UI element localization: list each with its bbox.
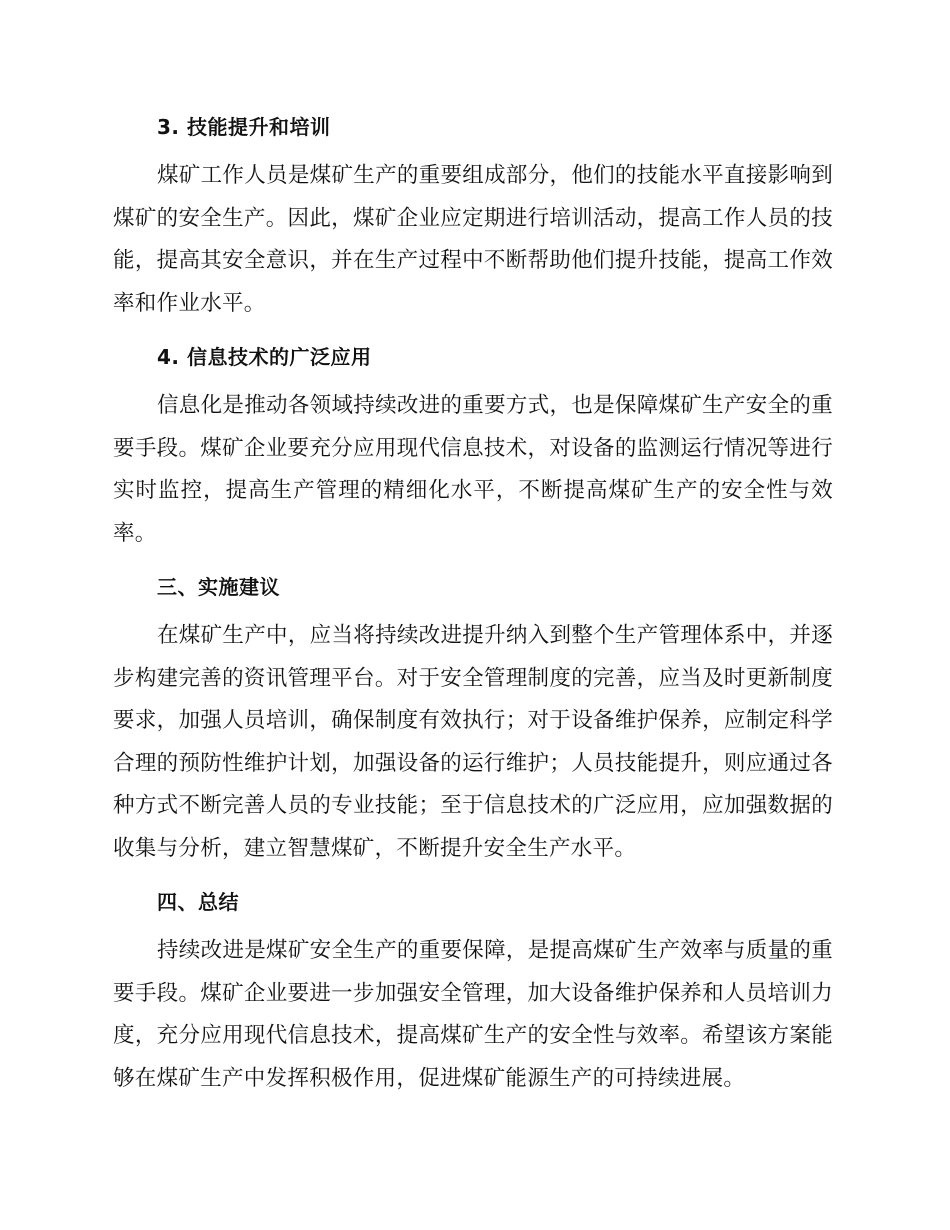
section-paragraph-implementation-suggestions: 在煤矿生产中，应当将持续改进提升纳入到整个生产管理体系中，并逐步构建完善的资讯管理平台。对于安全管理制度的完善，应当及时更新制度要求，加强人员培训，确保制度有效执行；对于设备维护保养，应制定科学合理的预防性维护计划，加强设备的运行维护；人员技能提升，则应通过各种方式不断完善人员的专业技能；至于信息技术的广泛应用，应加强数据的收集与分析，建立智慧煤矿，不断提升安全生产水平。	[113, 623, 833, 861]
section-heading-implementation-suggestions: 三、实施建议	[157, 575, 280, 599]
section-heading-skills-training: 3. 技能提升和培训	[157, 115, 331, 139]
section-heading-summary: 四、总结	[157, 890, 239, 914]
section-paragraph-skills-training: 煤矿工作人员是煤矿生产的重要组成部分，他们的技能水平直接影响到煤矿的安全生产。因此，煤矿企业应定期进行培训活动，提高工作人员的技能，提高其安全意识，并在生产过程中不断帮助他们提升技能，提高工作效率和作业水平。	[113, 163, 833, 316]
document-page	[113, 106, 833, 1111]
section-paragraph-information-technology: 信息化是推动各领域持续改进的重要方式，也是保障煤矿生产安全的重要手段。煤矿企业要充分应用现代信息技术，对设备的监测运行情况等进行实时监控，提高生产管理的精细化水平，不断提高煤矿生产的安全性与效率。	[113, 393, 833, 546]
section-paragraph-summary: 持续改进是煤矿安全生产的重要保障，是提高煤矿生产效率与质量的重要手段。煤矿企业要进一步加强安全管理，加大设备维护保养和人员培训力度，充分应用现代信息技术，提高煤矿生产的安全性与效率。希望该方案能够在煤矿生产中发挥积极作用，促进煤矿能源生产的可持续进展。	[113, 938, 833, 1091]
section-heading-information-technology: 4. 信息技术的广泛应用	[157, 345, 372, 369]
